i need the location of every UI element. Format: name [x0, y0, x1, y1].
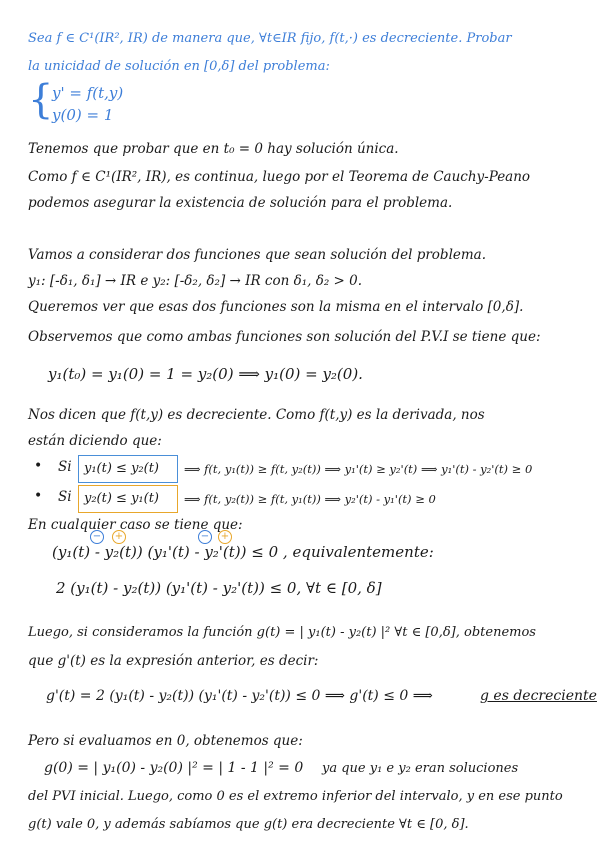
para2-line-4: Observemos que como ambas funciones son solución del P.V.I se tiene que: [28, 329, 541, 345]
decreasing-conclusion: g es decreciente [480, 688, 597, 704]
statement-line-2: la unicidad de solución en [0,δ] del problema: [28, 59, 330, 74]
case1-implication: ⟹ f(t, y₁(t)) ≥ f(t, y₂(t)) ⟹ y₁'(t) ≥ y₂'(t) ⟹ y₁'(t) - y₂'(t) ≥ 0 [184, 462, 533, 476]
sign-minus-2: − [198, 530, 212, 544]
sign-plus-2: + [218, 530, 232, 544]
ode-equation: y' = f(t,y) [52, 84, 124, 102]
para3-line-1: Nos dicen que f(t,y) es decreciente. Como f(t,y) es la derivada, nos [28, 407, 485, 423]
para5-line-3: g(t) vale 0, y además sabíamos que g(t) era decreciente ∀t ∈ [0, δ]. [28, 817, 469, 832]
sign-plus-1: + [112, 530, 126, 544]
product-inequality: (y₁(t) - y₂(t)) (y₁'(t) - y₂'(t)) ≤ 0 , equivalentemente: [52, 543, 434, 561]
initial-condition: y(0) = 1 [52, 106, 114, 124]
case1-condition: y₁(t) ≤ y₂(t) [84, 461, 160, 476]
case2-condition: y₂(t) ≤ y₁(t) [84, 491, 160, 506]
para2-line-2: y₁: [-δ₁, δ₁] → IR e y₂: [-δ₂, δ₂] → IR con δ₁, δ₂ > 0. [28, 273, 363, 289]
para5-line-1: Pero si evaluamos en 0, obtenemos que: [28, 733, 303, 749]
system-brace: { [28, 77, 54, 123]
para4-line-1: Luego, si consideramos la función g(t) = | y₁(t) - y₂(t) |² ∀t ∈ [0,δ], obtenemos [28, 625, 536, 640]
derivative-equation: g'(t) = 2 (y₁(t) - y₂(t)) (y₁'(t) - y₂'(t)) ≤ 0 ⟹ g'(t) ≤ 0 ⟹ [46, 688, 433, 704]
para5-line-2: del PVI inicial. Luego, como 0 es el extremo inferior del intervalo, y en ese punto [28, 789, 563, 804]
para4-line-2: que g'(t) es la expresión anterior, es decir: [28, 653, 319, 669]
g-at-zero-equation: g(0) = | y₁(0) - y₂(0) |² = | 1 - 1 |² = 0 [44, 760, 304, 776]
g-at-zero-reason: ya que y₁ e y₂ eran soluciones [322, 761, 519, 776]
product-inequality-times-two: 2 (y₁(t) - y₂(t)) (y₁'(t) - y₂'(t)) ≤ 0, ∀t ∈ [0, δ] [56, 579, 382, 597]
bullet-2: • [34, 488, 43, 504]
case2-label: Si [58, 489, 72, 505]
para3-line-3: En cualquier caso se tiene que: [28, 517, 243, 533]
para1-line-1: Tenemos que probar que en t₀ = 0 hay solución única. [28, 141, 399, 157]
para3-line-2: están diciendo que: [28, 433, 162, 449]
sign-minus-1: − [90, 530, 104, 544]
para2-line-3: Queremos ver que esas dos funciones son la misma en el intervalo [0,δ]. [28, 299, 524, 315]
case1-label: Si [58, 459, 72, 475]
bullet-1: • [34, 458, 43, 474]
statement-line-1: Sea f ∈ C¹(IR², IR) de manera que, ∀t∈IR fijo, f(t,·) es decreciente. Probar [28, 31, 512, 46]
initial-values-equation: y₁(t₀) = y₁(0) = 1 = y₂(0) ⟹ y₁(0) = y₂(0). [48, 365, 363, 383]
para1-line-3: podemos asegurar la existencia de solución para el problema. [28, 195, 453, 211]
para1-line-2: Como f ∈ C¹(IR², IR), es continua, luego por el Teorema de Cauchy-Peano [28, 169, 531, 185]
para2-line-1: Vamos a considerar dos funciones que sean solución del problema. [28, 247, 487, 263]
case2-implication: ⟹ f(t, y₂(t)) ≥ f(t, y₁(t)) ⟹ y₂'(t) - y₁'(t) ≥ 0 [184, 492, 436, 506]
